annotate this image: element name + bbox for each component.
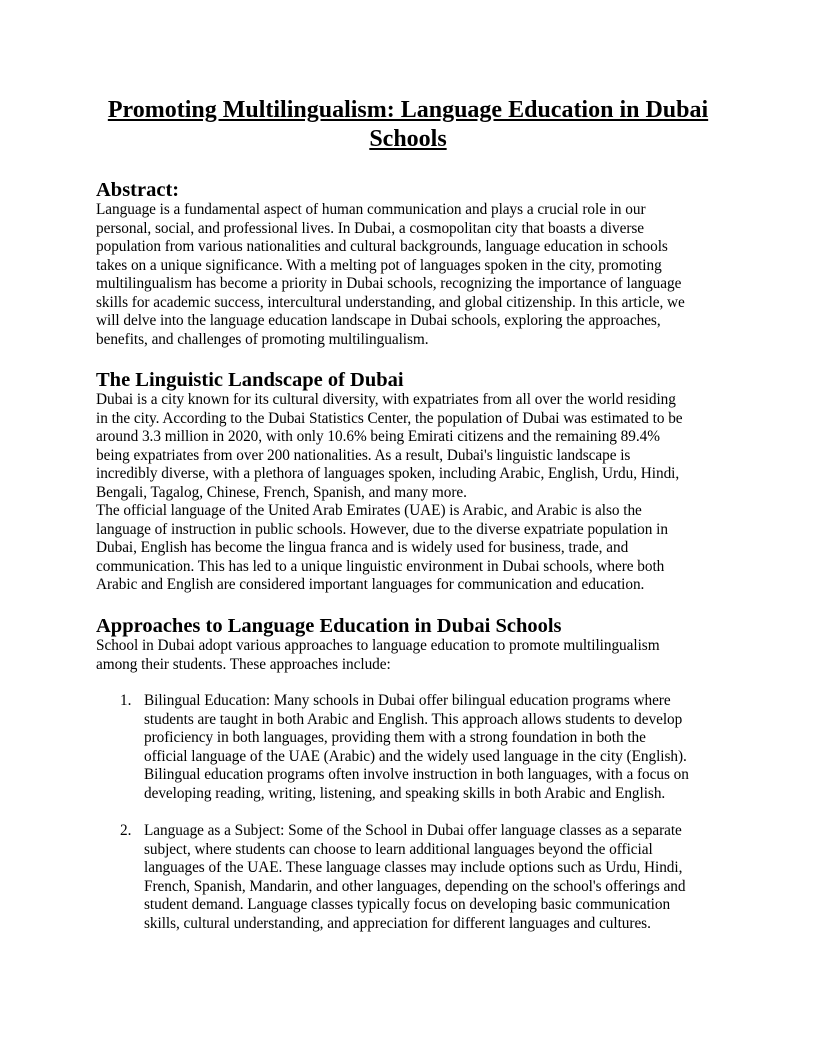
approaches-intro-line: School in Dubai adopt various approaches to language education to promote multilingualism (96, 637, 660, 654)
list-number: 2. (120, 822, 132, 839)
landscape-heading: The Linguistic Landscape of Dubai (96, 369, 404, 391)
abstract-line: benefits, and challenges of promoting multilingualism. (96, 330, 429, 348)
list-item-line: student demand. Language classes typically focus on developing basic communication (144, 896, 671, 913)
landscape-line: Arabic and English are considered important languages for communication and education. (96, 576, 645, 593)
list-item-line: skills, cultural understanding, and appreciation for different languages and cultures. (144, 914, 651, 932)
title-line-1: Promoting Multilingualism: Language Education in Dubai (107, 97, 709, 123)
list-number: 1. (120, 692, 132, 709)
landscape-paragraph-2 (96, 502, 736, 595)
list-item-line: developing reading, writing, listening, and speaking skills in both Arabic and English. (144, 784, 666, 802)
landscape-line: incredibly diverse, with a plethora of languages spoken, including Arabic, English, Urdu, Hindi, (96, 465, 680, 482)
document-title (96, 96, 720, 154)
landscape-paragraph-1 (96, 391, 736, 502)
approaches-intro-line: among their students. These approaches include: (96, 655, 391, 673)
abstract-line: Language is a fundamental aspect of human communication and plays a crucial role in our (96, 201, 646, 218)
abstract-heading: Abstract: (96, 179, 180, 201)
list-item-line: subject, where students can choose to learn additional languages beyond the official (144, 840, 653, 858)
abstract-line: personal, social, and professional lives. In Dubai, a cosmopolitan city that boasts a diverse (96, 219, 645, 237)
list-item-line: Bilingual education programs often involve instruction in both languages, with a focus on (144, 766, 689, 783)
landscape-line: Dubai is a city known for its cultural diversity, with expatriates from all over the world residing (96, 391, 676, 408)
abstract-line: skills for academic success, intercultural understanding, and global citizenship. In this article, we (96, 293, 685, 311)
list-item-line: Language as a Subject: Some of the School in Dubai offer language classes as a separate (144, 822, 682, 839)
abstract-line: will delve into the language education landscape in Dubai schools, exploring the approaches, (96, 312, 661, 329)
list-item-line: French, Spanish, Mandarin, and other languages, depending on the school's offerings and (144, 877, 686, 895)
landscape-line: Bengali, Tagalog, Chinese, French, Spanish, and many more. (96, 483, 467, 501)
abstract-line: takes on a unique significance. With a melting pot of languages spoken in the city, promoting (96, 256, 662, 274)
landscape-line: communication. This has led to a unique linguistic environment in Dubai schools, where both (96, 557, 665, 575)
list-item-text (144, 692, 736, 803)
landscape-line: Dubai, English has become the lingua franca and is widely used for business, trade, and (96, 539, 629, 556)
landscape-line: around 3.3 million in 2020, with only 10.6% being Emirati citizens and the remaining 89.4% (96, 428, 660, 445)
list-item-line: official language of the UAE (Arabic) and the widely used language in the city (English). (144, 747, 687, 765)
approaches-intro (96, 637, 736, 674)
list-item-line: languages of the UAE. These language classes may include options such as Urdu, Hindi, (144, 859, 683, 876)
title-line-2: Schools (369, 126, 447, 152)
landscape-line: being expatriates from over 200 nationalities. As a result, Dubai's linguistic landscape is (96, 446, 631, 464)
abstract-paragraph (96, 201, 736, 349)
list-item-text (144, 822, 736, 933)
approaches-heading: Approaches to Language Education in Dubai Schools (96, 615, 562, 637)
list-item-line: students are taught in both Arabic and English. This approach allows students to develop (144, 710, 683, 728)
list-item-line: proficiency in both languages, providing them with a strong foundation in both the (144, 729, 646, 746)
landscape-line: in the city. According to the Dubai Statistics Center, the population of Dubai was estimated to be (96, 409, 683, 427)
landscape-line: language of instruction in public schools. However, due to the diverse expatriate population in (96, 520, 668, 538)
abstract-line: multilingualism has become a priority in Dubai schools, recognizing the importance of language (96, 275, 682, 292)
list-item-line: Bilingual Education: Many schools in Dubai offer bilingual education programs where (144, 692, 671, 709)
landscape-line: The official language of the United Arab Emirates (UAE) is Arabic, and Arabic is also the (96, 502, 642, 519)
abstract-line: population from various nationalities and cultural backgrounds, language education in schools (96, 238, 668, 255)
